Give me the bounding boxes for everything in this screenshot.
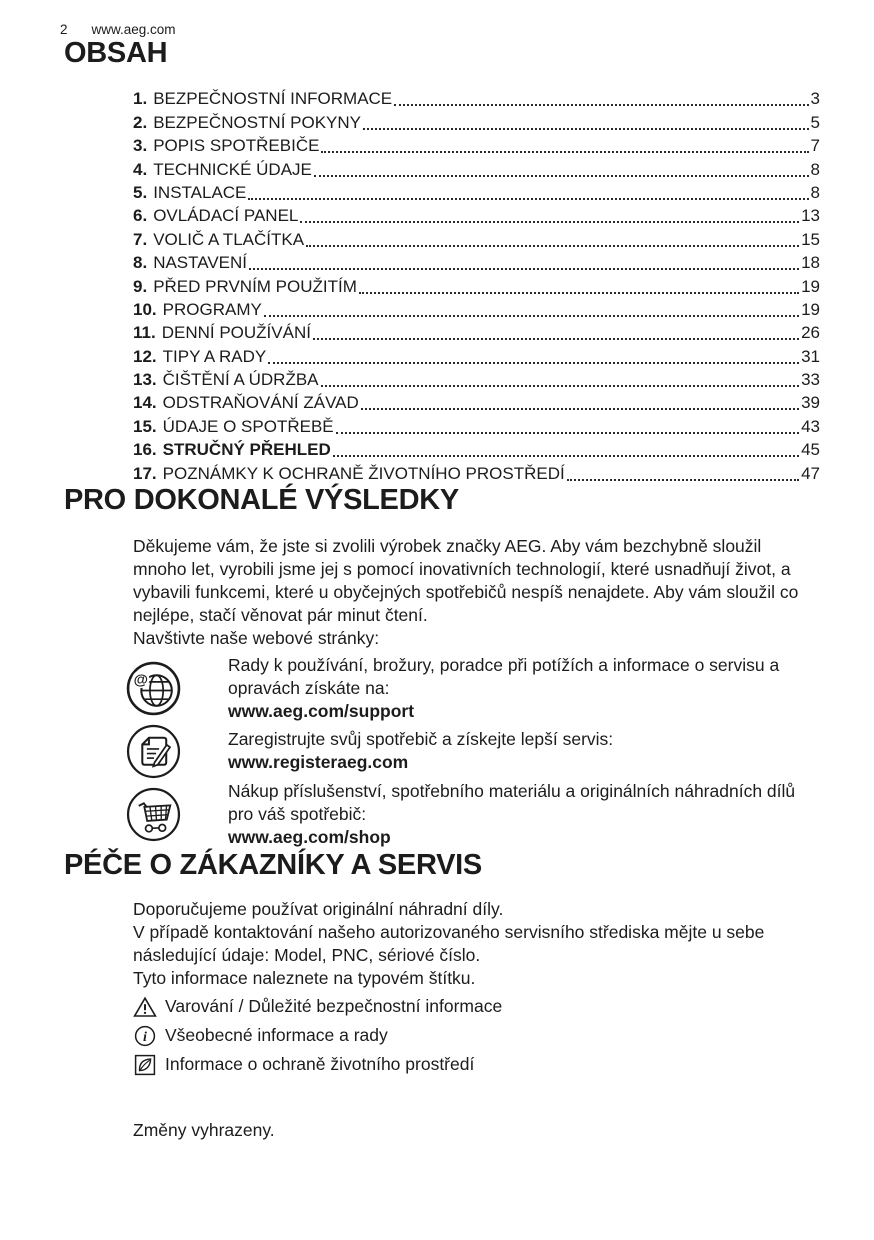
toc-row <box>133 156 820 179</box>
toc-item-number: 9. <box>133 276 148 296</box>
toc-item-page: 8 <box>810 182 820 202</box>
table-of-contents <box>133 86 820 484</box>
page-header <box>0 0 874 37</box>
toc-item-label: POZNÁMKY K OCHRANĚ ŽIVOTNÍHO PROSTŘEDÍ <box>162 463 565 483</box>
toc-row <box>133 180 820 203</box>
register-link-row <box>133 723 818 780</box>
info-circle-icon <box>133 1024 157 1048</box>
toc-row <box>133 343 820 366</box>
shop-link-url: www.aeg.com/shop <box>228 826 391 847</box>
toc-item-page: 5 <box>810 112 820 132</box>
toc-item-page: 13 <box>801 206 820 226</box>
toc-item-number: 16. <box>133 440 157 460</box>
toc-row <box>133 250 820 273</box>
toc-item-page: 7 <box>810 136 820 156</box>
page-number: 2 <box>60 22 68 37</box>
toc-item-label: PROGRAMY <box>162 299 262 319</box>
eco-note-text: Informace o ochraně životního prostředí <box>165 1054 475 1075</box>
toc-dot-leader <box>567 479 799 481</box>
toc-dot-leader <box>336 432 799 434</box>
toc-item-page: 3 <box>810 89 820 109</box>
toc-item-page: 19 <box>801 299 820 319</box>
shop-link-row <box>133 780 818 849</box>
toc-item-label: PŘED PRVNÍM POUŽITÍM <box>153 276 357 296</box>
toc-row <box>133 297 820 320</box>
info-note-text: Všeobecné informace a rady <box>165 1025 388 1046</box>
changes-reserved-note: Změny vyhrazeny. <box>133 1119 275 1140</box>
warning-triangle-icon <box>133 995 157 1019</box>
warning-note <box>133 995 818 1019</box>
toc-row <box>133 367 820 390</box>
svg-text:@: @ <box>133 672 148 689</box>
toc-row <box>133 203 820 226</box>
web-links <box>133 654 818 849</box>
toc-item-number: 6. <box>133 206 148 226</box>
warning-note-text: Varování / Důležité bezpečnostní informace <box>165 996 503 1017</box>
shop-link-text: Nákup příslušenství, spotřebního materiálu a originálních náhradních dílů pro váš spotřebič: <box>228 780 796 824</box>
toc-item-page: 31 <box>801 346 820 366</box>
toc-row <box>133 86 820 109</box>
results-section-title: PRO DOKONALÉ VÝSLEDKY <box>64 483 459 516</box>
support-link-url: www.aeg.com/support <box>228 700 415 721</box>
visit-line: Navštivte naše webové stránky: <box>133 627 380 648</box>
toc-dot-leader <box>363 128 809 130</box>
globe-at-icon <box>125 660 182 717</box>
info-note <box>133 1024 818 1048</box>
toc-item-number: 7. <box>133 229 148 249</box>
toc-item-label: BEZPEČNOSTNÍ POKYNY <box>153 112 362 132</box>
toc-title: OBSAH <box>64 37 168 69</box>
toc-dot-leader <box>394 104 808 106</box>
toc-dot-leader <box>268 362 799 364</box>
toc-item-label: ÚDAJE O SPOTŘEBĚ <box>162 416 334 436</box>
toc-row <box>133 133 820 156</box>
shopping-cart-icon <box>125 786 182 843</box>
toc-item-number: 3. <box>133 136 148 156</box>
toc-item-page: 47 <box>801 463 820 483</box>
toc-row <box>133 226 820 249</box>
toc-item-label: TECHNICKÉ ÚDAJE <box>153 159 312 179</box>
toc-dot-leader <box>306 245 799 247</box>
toc-item-page: 26 <box>801 323 820 343</box>
site-url: www.aeg.com <box>91 22 176 37</box>
register-note-icon <box>125 723 182 780</box>
toc-row <box>133 320 820 343</box>
toc-dot-leader <box>300 221 799 223</box>
toc-item-label: BEZPEČNOSTNÍ INFORMACE <box>153 89 393 109</box>
toc-item-page: 18 <box>801 253 820 273</box>
toc-item-label: VOLIČ A TLAČÍTKA <box>153 229 305 249</box>
toc-item-label: TIPY A RADY <box>162 346 267 366</box>
eco-note <box>133 1053 818 1077</box>
toc-item-label: DENNÍ POUŽÍVÁNÍ <box>161 323 311 343</box>
toc-row <box>133 390 820 413</box>
toc-item-page: 39 <box>801 393 820 413</box>
support-link-row <box>133 654 818 723</box>
support-link-text: Rady k používání, brožury, poradce při potížích a informace o servisu a opravách získáte na: <box>228 654 780 698</box>
toc-item-number: 4. <box>133 159 148 179</box>
toc-row <box>133 437 820 460</box>
toc-item-number: 2. <box>133 112 148 132</box>
toc-dot-leader <box>321 151 808 153</box>
service-line-3: Tyto informace naleznete na typovém štítku. <box>133 967 476 988</box>
toc-item-label: NASTAVENÍ <box>153 253 248 273</box>
toc-item-label: INSTALACE <box>153 182 247 202</box>
toc-item-page: 15 <box>801 229 820 249</box>
toc-row <box>133 273 820 296</box>
toc-item-page: 33 <box>801 370 820 390</box>
toc-item-label: OVLÁDACÍ PANEL <box>153 206 299 226</box>
toc-item-page: 19 <box>801 276 820 296</box>
toc-row <box>133 413 820 436</box>
svg-text:i: i <box>143 1029 147 1045</box>
toc-dot-leader <box>333 455 799 457</box>
toc-item-number: 15. <box>133 416 157 436</box>
toc-dot-leader <box>361 408 799 410</box>
toc-row <box>133 109 820 132</box>
toc-dot-leader <box>248 198 808 200</box>
toc-item-number: 12. <box>133 346 157 366</box>
service-line-1: Doporučujeme používat originální náhradní díly. <box>133 898 504 919</box>
toc-item-number: 1. <box>133 89 148 109</box>
toc-item-number: 17. <box>133 463 157 483</box>
toc-dot-leader <box>313 338 799 340</box>
toc-item-label: ČIŠTĚNÍ A ÚDRŽBA <box>162 370 319 390</box>
toc-row <box>133 460 820 483</box>
toc-dot-leader <box>264 315 799 317</box>
toc-item-page: 45 <box>801 440 820 460</box>
toc-item-number: 10. <box>133 299 157 319</box>
toc-dot-leader <box>249 268 799 270</box>
toc-item-label: ODSTRAŇOVÁNÍ ZÁVAD <box>162 393 359 413</box>
toc-item-page: 43 <box>801 416 820 436</box>
register-link-url: www.registeraeg.com <box>228 752 409 773</box>
intro-paragraph: Děkujeme vám, že jste si zvolili výrobek značky AEG. Aby vám bezchybně sloužil mnoho let, vyrobili jsme jej s pomocí inovativních technologií, které usnadňují život, a vybavili funkcemi, které u obyčejných spotřebičů nespíš nenajdete. Aby vám sloužil co nejlépe, stačí věnovat pár minut čtení. <box>133 535 799 625</box>
toc-dot-leader <box>314 175 809 177</box>
toc-dot-leader <box>321 385 800 387</box>
toc-dot-leader <box>359 292 799 294</box>
toc-item-number: 5. <box>133 182 148 202</box>
toc-item-number: 14. <box>133 393 157 413</box>
toc-item-number: 8. <box>133 253 148 273</box>
service-line-2: V případě kontaktování našeho autorizovaného servisního střediska mějte u sebe následující údaje: Model, PNC, sériové číslo. <box>133 921 765 965</box>
register-link-text: Zaregistrujte svůj spotřebič a získejte lepší servis: <box>228 729 614 750</box>
toc-item-label: POPIS SPOTŘEBIČE <box>153 136 320 156</box>
toc-item-number: 13. <box>133 370 157 390</box>
eco-leaf-icon <box>133 1053 157 1077</box>
toc-item-number: 11. <box>133 323 156 343</box>
toc-item-page: 8 <box>810 159 820 179</box>
service-section-title: PÉČE O ZÁKAZNÍKY A SERVIS <box>64 848 482 881</box>
toc-item-label: STRUČNÝ PŘEHLED <box>162 440 331 460</box>
